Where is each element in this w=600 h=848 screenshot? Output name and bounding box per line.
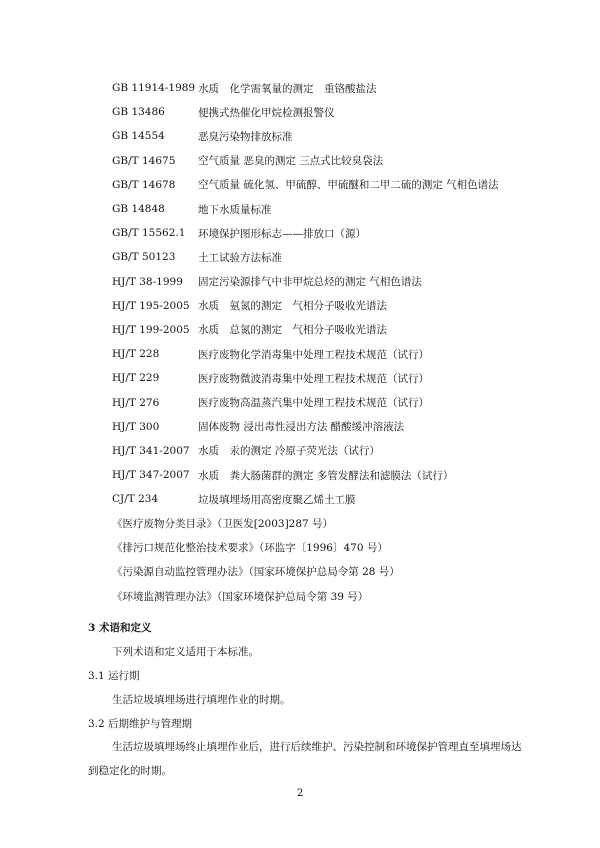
reference-item	[112, 342, 582, 366]
reference-item	[112, 390, 582, 414]
reference-title: 便携式热催化甲烷检测报警仪	[198, 106, 335, 119]
reference-code: HJ/T 347-2007	[112, 469, 190, 482]
reference-code: HJ/T 38-1999	[112, 275, 183, 288]
reference-code: HJ/T 199-2005	[112, 323, 190, 336]
reference-code: GB 11914-1989	[112, 82, 196, 95]
reference-title: 医疗废物化学消毒集中处理工程技术规范（试行）	[198, 348, 429, 361]
reference-title: 空气质量 硫化氢、甲硫醇、甲硫醚和二甲二硫的测定 气相色谱法	[198, 179, 499, 192]
reference-code: GB 14554	[112, 130, 165, 143]
document-item: 《医疗废物分类目录》（卫医发[2003]287 号）	[112, 517, 334, 530]
reference-code: GB/T 15562.1	[112, 227, 186, 240]
section-heading: 3 术语和定义	[88, 622, 152, 634]
reference-code: HJ/T 229	[112, 372, 160, 385]
reference-code: GB/T 14675	[112, 154, 176, 167]
reference-title: 恶臭污染物排放标准	[198, 130, 293, 143]
reference-item	[112, 318, 582, 342]
document-item: 《环境监测管理办法》（国家环境保护总局令第 39 号）	[112, 590, 369, 603]
reference-item	[112, 463, 582, 487]
reference-item	[112, 173, 582, 197]
reference-code: HJ/T 300	[112, 420, 160, 433]
reference-title: 水质 化学需氧量的测定 重铬酸盐法	[198, 82, 377, 95]
reference-item	[112, 366, 582, 390]
reference-title: 地下水质量标准	[198, 203, 272, 216]
reference-title: 环境保护图形标志——排放口（源）	[198, 227, 366, 240]
reference-title: 水质 总氮的测定 气相分子吸收光谱法	[198, 324, 387, 337]
reference-code: HJ/T 341-2007	[112, 444, 190, 457]
reference-title: 医疗废物高温蒸汽集中处理工程技术规范（试行）	[198, 397, 429, 410]
reference-title: 水质 汞的测定 冷原子荧光法（试行）	[198, 445, 380, 458]
reference-title: 水质 粪大肠菌群的测定 多管发酵法和滤膜法（试行）	[198, 469, 454, 482]
reference-code: GB/T 14678	[112, 178, 176, 191]
reference-item	[112, 124, 582, 148]
reference-title: 水质 氨氮的测定 气相分子吸收光谱法	[198, 300, 387, 313]
reference-item	[112, 270, 582, 294]
subsection-heading: 3.2 后期维护与管理期	[88, 718, 193, 730]
reference-item	[112, 245, 582, 269]
reference-title: 空气质量 恶臭的测定 三点式比较臭袋法	[198, 155, 384, 168]
reference-item	[112, 221, 582, 245]
document-item: 《污染源自动监控管理办法》（国家环境保护总局令第 28 号）	[112, 566, 400, 579]
subsection-text: 生活垃圾填埋场终止填埋作业后，进行后续维护、污染控制和环境保护管理直至填埋场达到稳定化的时期。	[88, 741, 522, 777]
page-number: 2	[296, 788, 304, 799]
reference-item	[112, 294, 582, 318]
reference-title: 土工试验方法标准	[198, 251, 282, 264]
subsection-heading: 3.1 运行期	[88, 670, 140, 682]
document-item: 《排污口规范化整治技术要求》（环监字〔1996〕470 号）	[112, 542, 388, 555]
reference-code: GB 13486	[112, 106, 165, 119]
reference-code: GB 14848	[112, 203, 165, 216]
reference-title: 垃圾填埋场用高密度聚乙烯土工膜	[198, 493, 356, 506]
section-intro: 下列术语和定义适用于本标准。	[112, 646, 259, 658]
reference-standards-list	[112, 76, 582, 608]
reference-item	[112, 197, 582, 221]
reference-item	[112, 149, 582, 173]
reference-title: 医疗废物微波消毒集中处理工程技术规范（试行）	[198, 372, 429, 385]
reference-item	[112, 415, 582, 439]
reference-code: HJ/T 195-2005	[112, 299, 190, 312]
reference-item	[112, 76, 582, 100]
reference-code: GB/T 50123	[112, 251, 176, 264]
reference-title: 固体废物 浸出毒性浸出方法 醋酸缓冲溶液法	[198, 421, 405, 434]
subsection-text: 生活垃圾填埋场进行填埋作业的时期。	[112, 694, 291, 706]
reference-code: CJ/T 234	[112, 493, 159, 506]
reference-item	[112, 439, 582, 463]
reference-code: HJ/T 276	[112, 396, 160, 409]
reference-item	[112, 487, 582, 511]
reference-code: HJ/T 228	[112, 348, 160, 361]
reference-item	[112, 100, 582, 124]
reference-title: 固定污染源排气中非甲烷总烃的测定 气相色谱法	[198, 276, 422, 289]
